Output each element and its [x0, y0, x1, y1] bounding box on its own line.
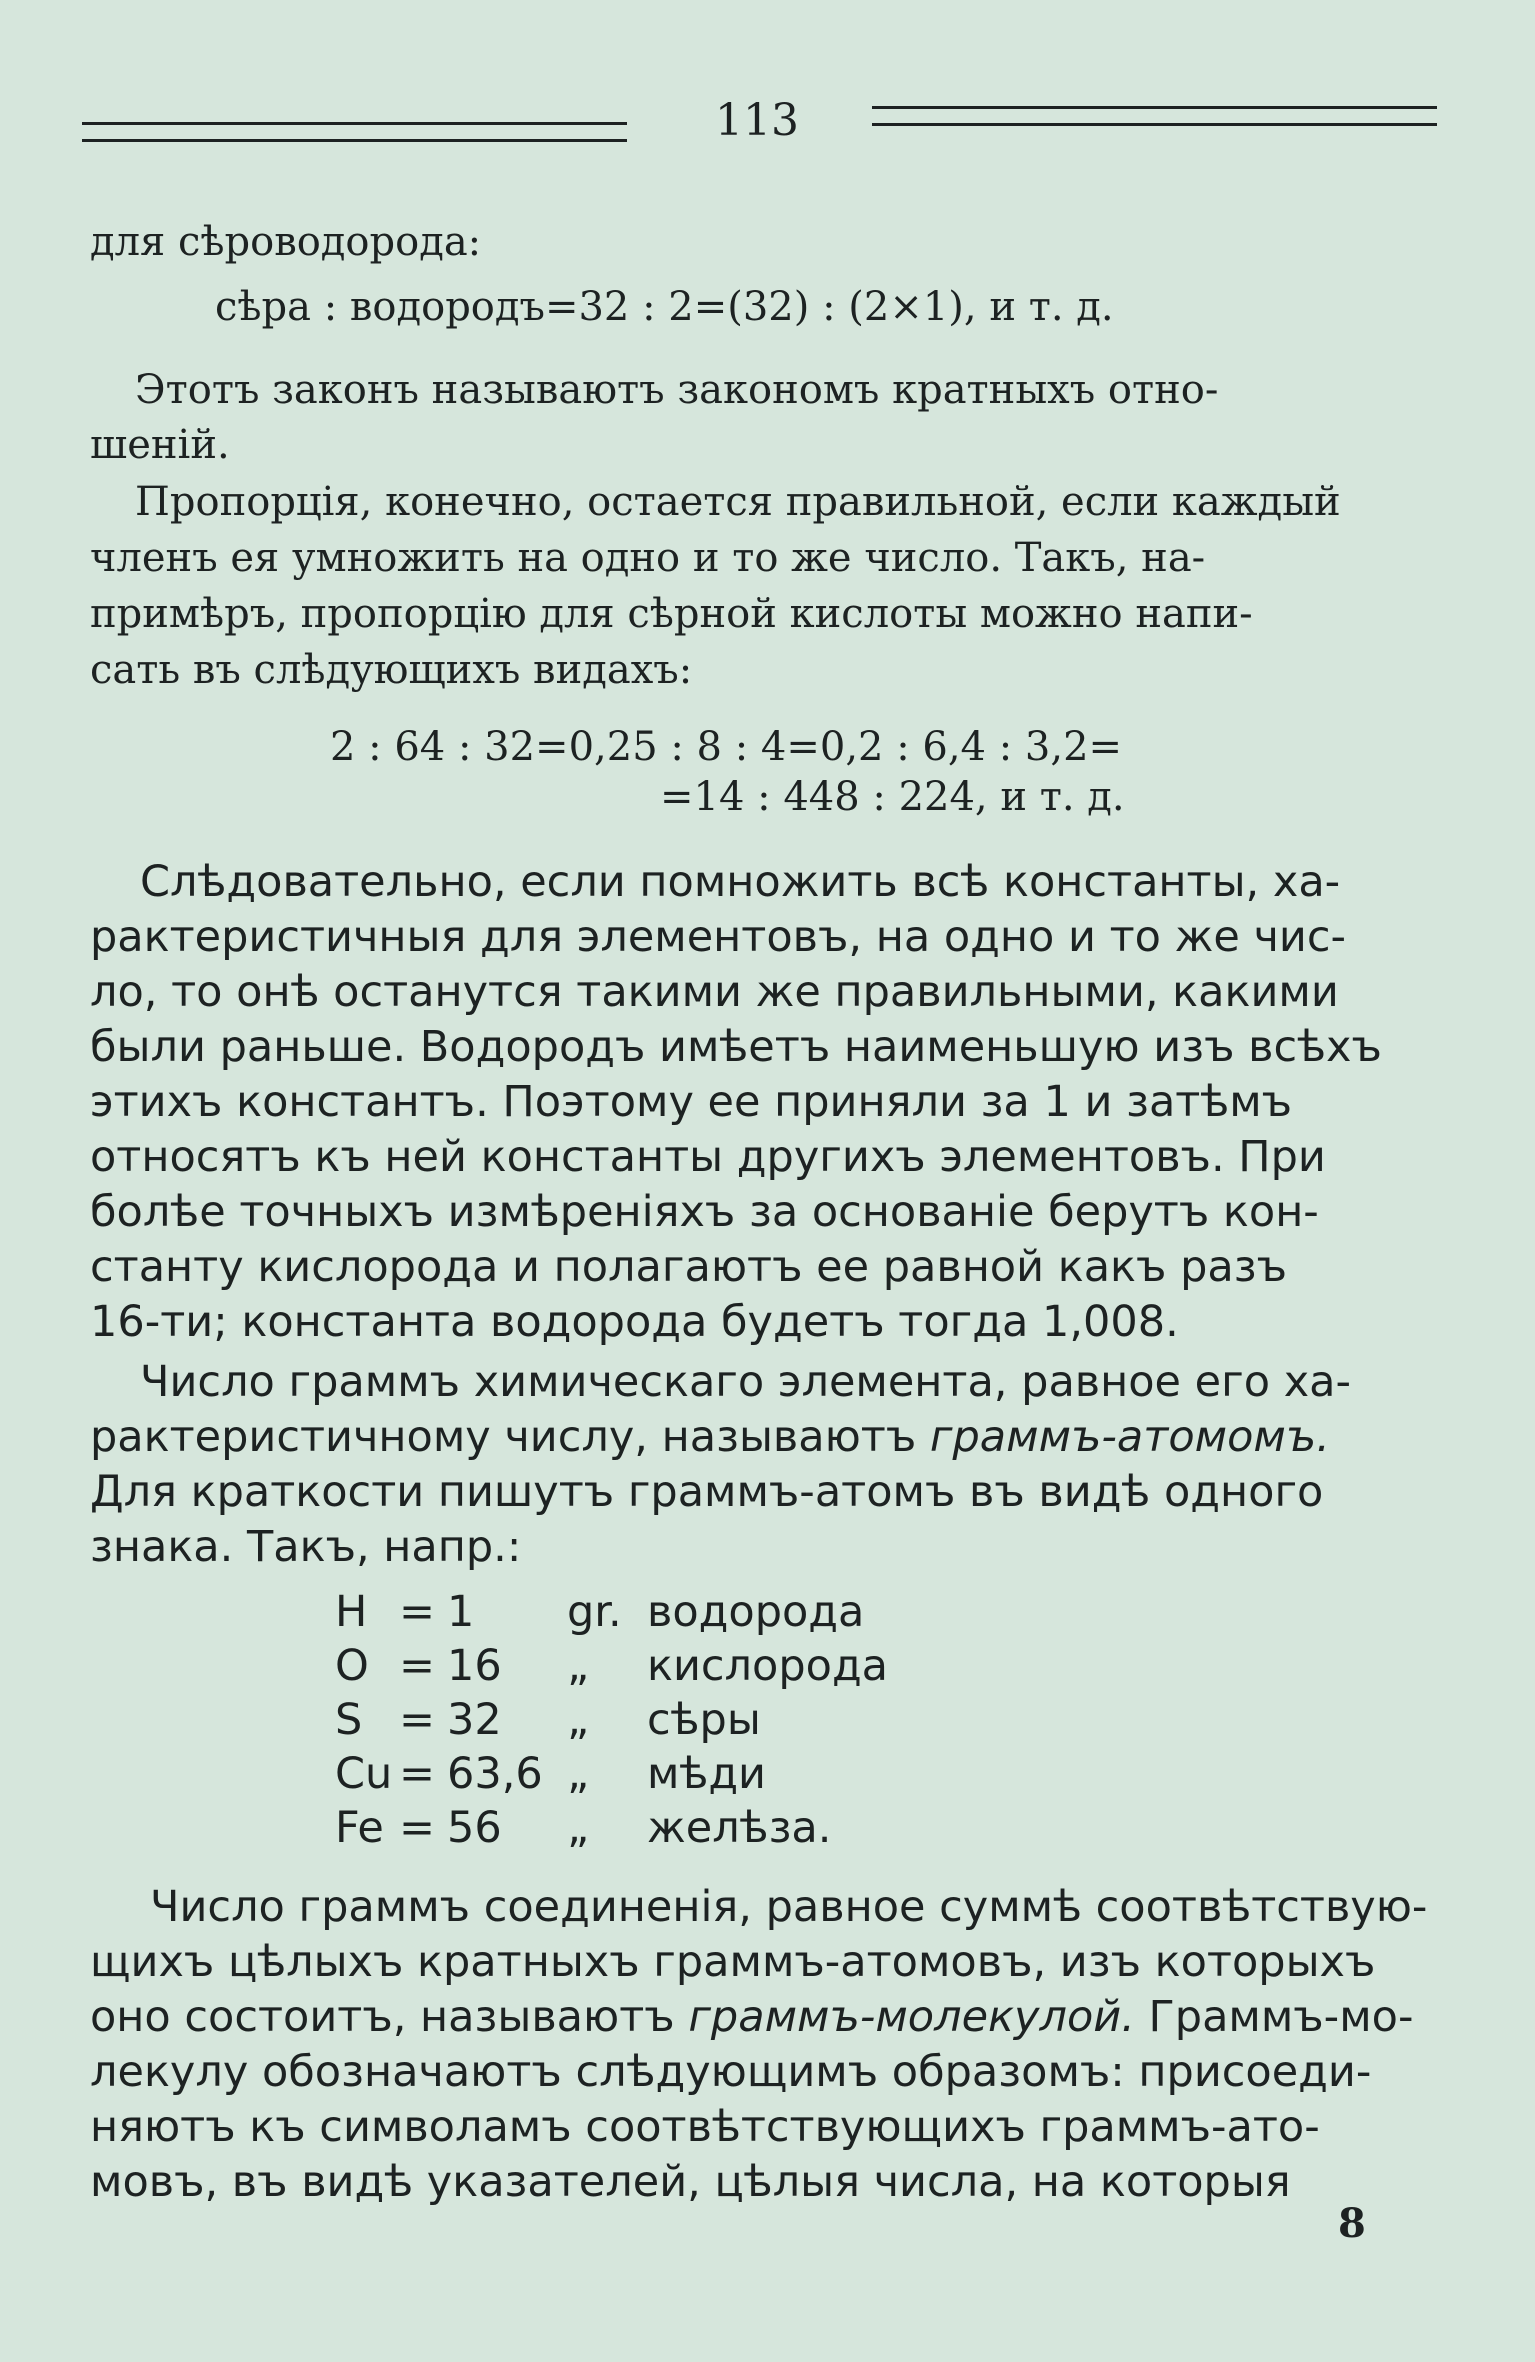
text-line: рактеристичному числу, называютъ граммъ-атомомъ.: [90, 1412, 1330, 1462]
text-line: лекулу обозначаютъ слѣдующимъ образомъ: присоеди-: [90, 2047, 1372, 2097]
text-line: относятъ къ ней константы другихъ элементовъ. При: [90, 1132, 1326, 1182]
atomic-value: 32: [447, 1695, 502, 1745]
text-line: ло, то онѣ останутся такими же правильными, какими: [90, 967, 1339, 1017]
unit-label: gr.: [567, 1587, 622, 1637]
text-line: были раньше. Водородъ имѣетъ наименьшую изъ всѣхъ: [90, 1022, 1382, 1072]
text-line: Слѣдовательно, если помножить всѣ константы, ха-: [140, 857, 1341, 907]
page-number: 113: [715, 95, 799, 146]
atomic-value: 16: [447, 1641, 502, 1691]
text-line: Для краткости пишутъ граммъ-атомъ въ видѣ одного: [90, 1467, 1324, 1517]
table-row: [335, 1747, 888, 1801]
equals-sign: =: [399, 1749, 436, 1799]
equals-sign: =: [399, 1641, 436, 1691]
equals-sign: =: [399, 1587, 436, 1637]
text-line: Число граммъ соединенія, равное суммѣ соотвѣтствую-: [150, 1882, 1428, 1932]
text-line: щихъ цѣлыхъ кратныхъ граммъ-атомовъ, изъ которыхъ: [90, 1937, 1376, 1987]
element-symbol: Cu: [335, 1749, 393, 1799]
element-name: мѣди: [647, 1749, 767, 1799]
element-name: желѣза.: [647, 1803, 832, 1853]
text-line: рактеристичныя для элементовъ, на одно и то же чис-: [90, 912, 1346, 962]
text-line: Этотъ законъ называютъ закономъ кратныхъ отно-: [135, 367, 1219, 413]
element-symbol: Fe: [335, 1803, 384, 1853]
text-line: Число граммъ химическаго элемента, равное его ха-: [140, 1357, 1352, 1407]
text-line: 16-ти; константа водорода будетъ тогда 1,008.: [90, 1297, 1179, 1347]
atomic-value: 1: [447, 1587, 475, 1637]
term-gram-atom: граммъ-атомомъ.: [929, 1412, 1330, 1462]
text-line: для сѣроводорода:: [90, 219, 482, 265]
unit-label: „: [567, 1695, 590, 1745]
element-symbol: O: [335, 1641, 369, 1691]
proportion-line: 2 : 64 : 32=0,25 : 8 : 4=0,2 : 6,4 : 3,2=: [330, 724, 1123, 770]
table-row: [335, 1801, 888, 1855]
text-line: няютъ къ символамъ соотвѣтствующихъ граммъ-ато-: [90, 2102, 1320, 2152]
text-line: сѣра : водородъ=32 : 2=(32) : (2×1), и т. д.: [215, 284, 1114, 330]
element-name: водорода: [647, 1587, 865, 1637]
element-name: кислорода: [647, 1641, 889, 1691]
equals-sign: =: [399, 1803, 436, 1853]
gram-atom-table: [335, 1585, 888, 1855]
atomic-value: 56: [447, 1803, 502, 1853]
element-symbol: S: [335, 1695, 363, 1745]
header-rule-right: [872, 106, 1437, 126]
text-line: сать въ слѣдующихъ видахъ:: [90, 647, 693, 693]
text-line: знака. Такъ, напр.:: [90, 1522, 522, 1572]
unit-label: „: [567, 1641, 590, 1691]
text-line: оно состоитъ, называютъ граммъ-молекулой. Граммъ-мо-: [90, 1992, 1414, 2042]
element-name: сѣры: [647, 1695, 761, 1745]
element-symbol: H: [335, 1587, 368, 1637]
text-line: болѣе точныхъ измѣреніяхъ за основаніе берутъ кон-: [90, 1187, 1319, 1237]
unit-label: „: [567, 1803, 590, 1853]
table-row: [335, 1585, 888, 1639]
signature-mark: 8: [1338, 2200, 1366, 2247]
text-line: мовъ, въ видѣ указателей, цѣлыя числа, на которыя: [90, 2157, 1291, 2207]
header-rule-left: [82, 122, 627, 142]
term-gram-molecule: граммъ-молекулой.: [688, 1992, 1135, 2042]
equals-sign: =: [399, 1695, 436, 1745]
text-line: шеній.: [90, 422, 230, 468]
atomic-value: 63,6: [447, 1749, 543, 1799]
text-line: членъ ея умножить на одно и то же число. Такъ, на-: [90, 535, 1206, 581]
table-row: [335, 1693, 888, 1747]
text-line: этихъ константъ. Поэтому ее приняли за 1 и затѣмъ: [90, 1077, 1293, 1127]
proportion-line: =14 : 448 : 224, и т. д.: [660, 774, 1125, 820]
unit-label: „: [567, 1749, 590, 1799]
text-line: Пропорція, конечно, остается правильной, если каждый: [135, 479, 1341, 525]
text-line: станту кислорода и полагаютъ ее равной какъ разъ: [90, 1242, 1287, 1292]
table-row: [335, 1639, 888, 1693]
text-line: примѣръ, пропорцію для сѣрной кислоты можно напи-: [90, 591, 1253, 637]
